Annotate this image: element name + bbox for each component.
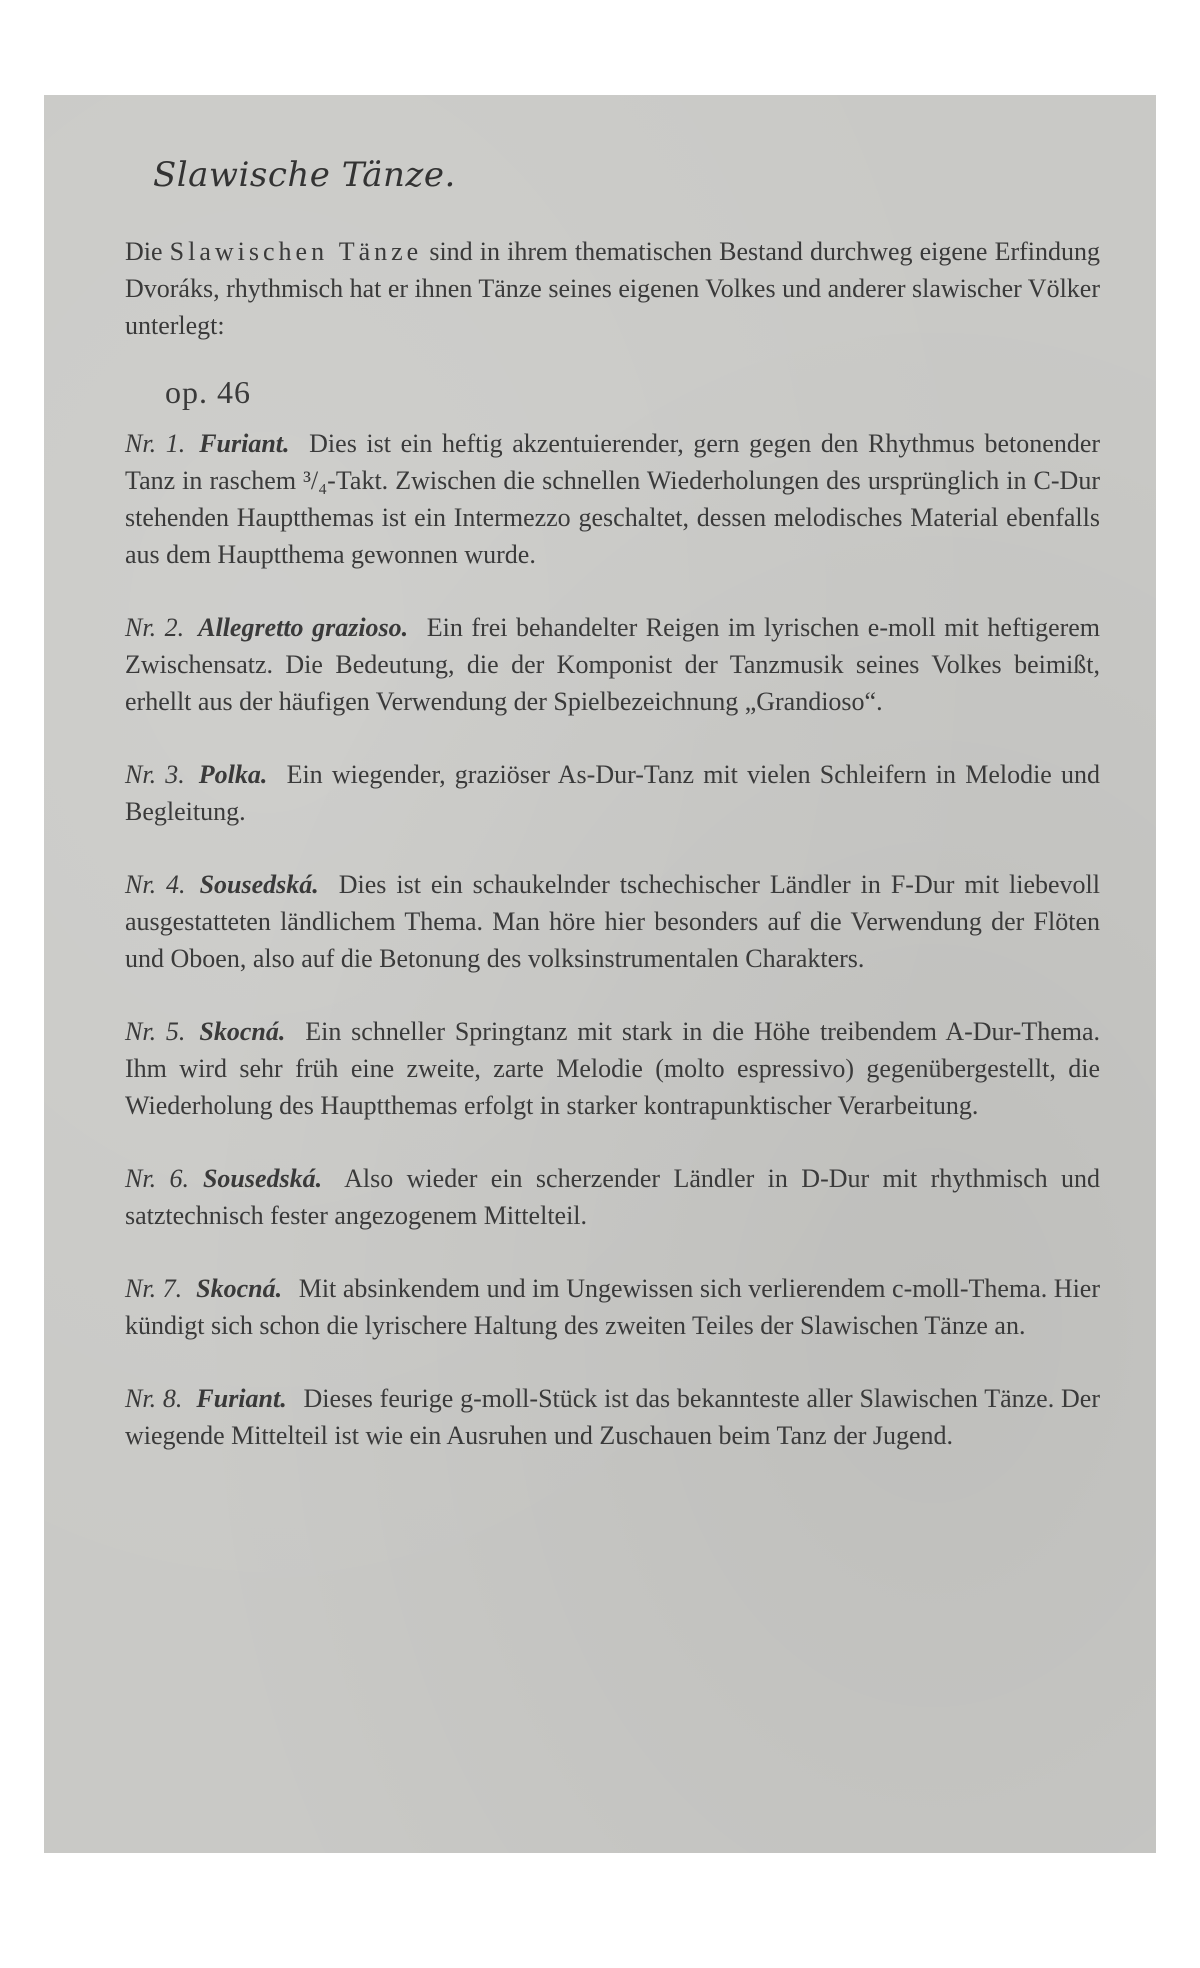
entry-2 xyxy=(125,609,1100,720)
entry-title: Allegretto grazioso. xyxy=(198,613,409,642)
intro-spaced-words: Slawischen Tänze xyxy=(169,237,423,266)
entry-text: Dies ist ein schaukelnder tschechischer Ländler in F-Dur mit liebevoll ausgestatteten ländlichem Thema. Man höre hier besonders auf die Verwendung der Flöten und Oboen, also auf die Betonung des volksinstrumentalen Charakters. xyxy=(125,870,1101,973)
scanned-page xyxy=(44,95,1156,1853)
entry-number: Nr. 8. xyxy=(125,1384,183,1413)
entry-number: Nr. 6. xyxy=(125,1164,189,1193)
intro-paragraph xyxy=(125,233,1100,344)
entry-title: Polka. xyxy=(198,760,268,789)
entry-3 xyxy=(125,756,1100,830)
entry-7 xyxy=(125,1270,1100,1344)
entry-8 xyxy=(125,1380,1100,1454)
entry-text: Dieses feurige g-moll-Stück ist das bekannteste aller Slawischen Tänze. Der wiegende Mittelteil ist wie ein Ausruhen und Zuschauen beim Tanz der Jugend. xyxy=(125,1384,1101,1450)
entry-number: Nr. 4. xyxy=(125,870,186,899)
entry-title: Sousedská. xyxy=(202,1164,323,1193)
intro-lead: Die xyxy=(125,237,163,266)
entry-number: Nr. 2. xyxy=(125,613,185,642)
intro-text: sind in ihrem thematischen Bestand durchweg eigene Erfindung Dvoráks, rhythmisch hat er ihnen Tänze seines eigenen Volkes und anderer slawischer Völker unterlegt: xyxy=(125,237,1100,340)
entry-number: Nr. 7. xyxy=(125,1274,183,1303)
entry-title: Skocná. xyxy=(199,1017,286,1046)
entry-title: Furiant. xyxy=(199,429,290,458)
entry-1 xyxy=(125,425,1100,573)
entry-number: Nr. 3. xyxy=(125,760,185,789)
entry-6 xyxy=(125,1160,1100,1234)
page-heading: Slawische Tänze. xyxy=(153,155,456,195)
entry-text: Mit absinkendem und im Ungewissen sich verlierendem c-moll-Thema. Hier kündigt sich schon die lyrischere Haltung des zweiten Teiles der Slawischen Tänze an. xyxy=(125,1274,1101,1340)
entry-5 xyxy=(125,1013,1100,1124)
entry-title: Furiant. xyxy=(196,1384,287,1413)
entry-title: Sousedská. xyxy=(199,870,319,899)
opus-label: op. 46 xyxy=(165,374,251,410)
entry-text: Ein frei behandelter Reigen im lyrischen e-moll mit heftigerem Zwischensatz. Die Bedeutung, die der Komponist der Tanzmusik seines Volkes beimißt, erhellt aus der häufigen Verwendung der Spielbezeichnung „Grandioso“. xyxy=(125,613,1101,716)
entry-title: Skocná. xyxy=(196,1274,283,1303)
entry-text: Ein schneller Springtanz mit stark in die Höhe treibendem A-Dur-Thema. Ihm wird sehr früh eine zweite, zarte Melodie (molto espressivo) gegenübergestellt, die Wiederholung des Hauptthemas erfolgt in starker kontrapunktischer Verarbeitung. xyxy=(125,1017,1101,1120)
entry-number: Nr. 1. xyxy=(125,429,186,458)
entry-text: Ein wiegender, graziöser As-Dur-Tanz mit vielen Schleifern in Melodie und Begleitung. xyxy=(125,760,1101,826)
page-content xyxy=(125,155,1100,1490)
entry-4 xyxy=(125,866,1100,977)
entry-number: Nr. 5. xyxy=(125,1017,186,1046)
entry-text: Dies ist ein heftig akzentuierender, gern gegen den Rhythmus betonender Tanz in raschem ³/₄-Takt. Zwischen die schnellen Wiederholungen des ursprünglich in C-Dur stehenden Hauptthemas ist ein Intermezzo geschaltet, dessen melodisches Material ebenfalls aus dem Hauptthema gewonnen wurde. xyxy=(125,429,1101,569)
entry-text: Also wieder ein scherzender Ländler in D-Dur mit rhythmisch und satztechnisch fester angezogenem Mittelteil. xyxy=(125,1164,1100,1230)
